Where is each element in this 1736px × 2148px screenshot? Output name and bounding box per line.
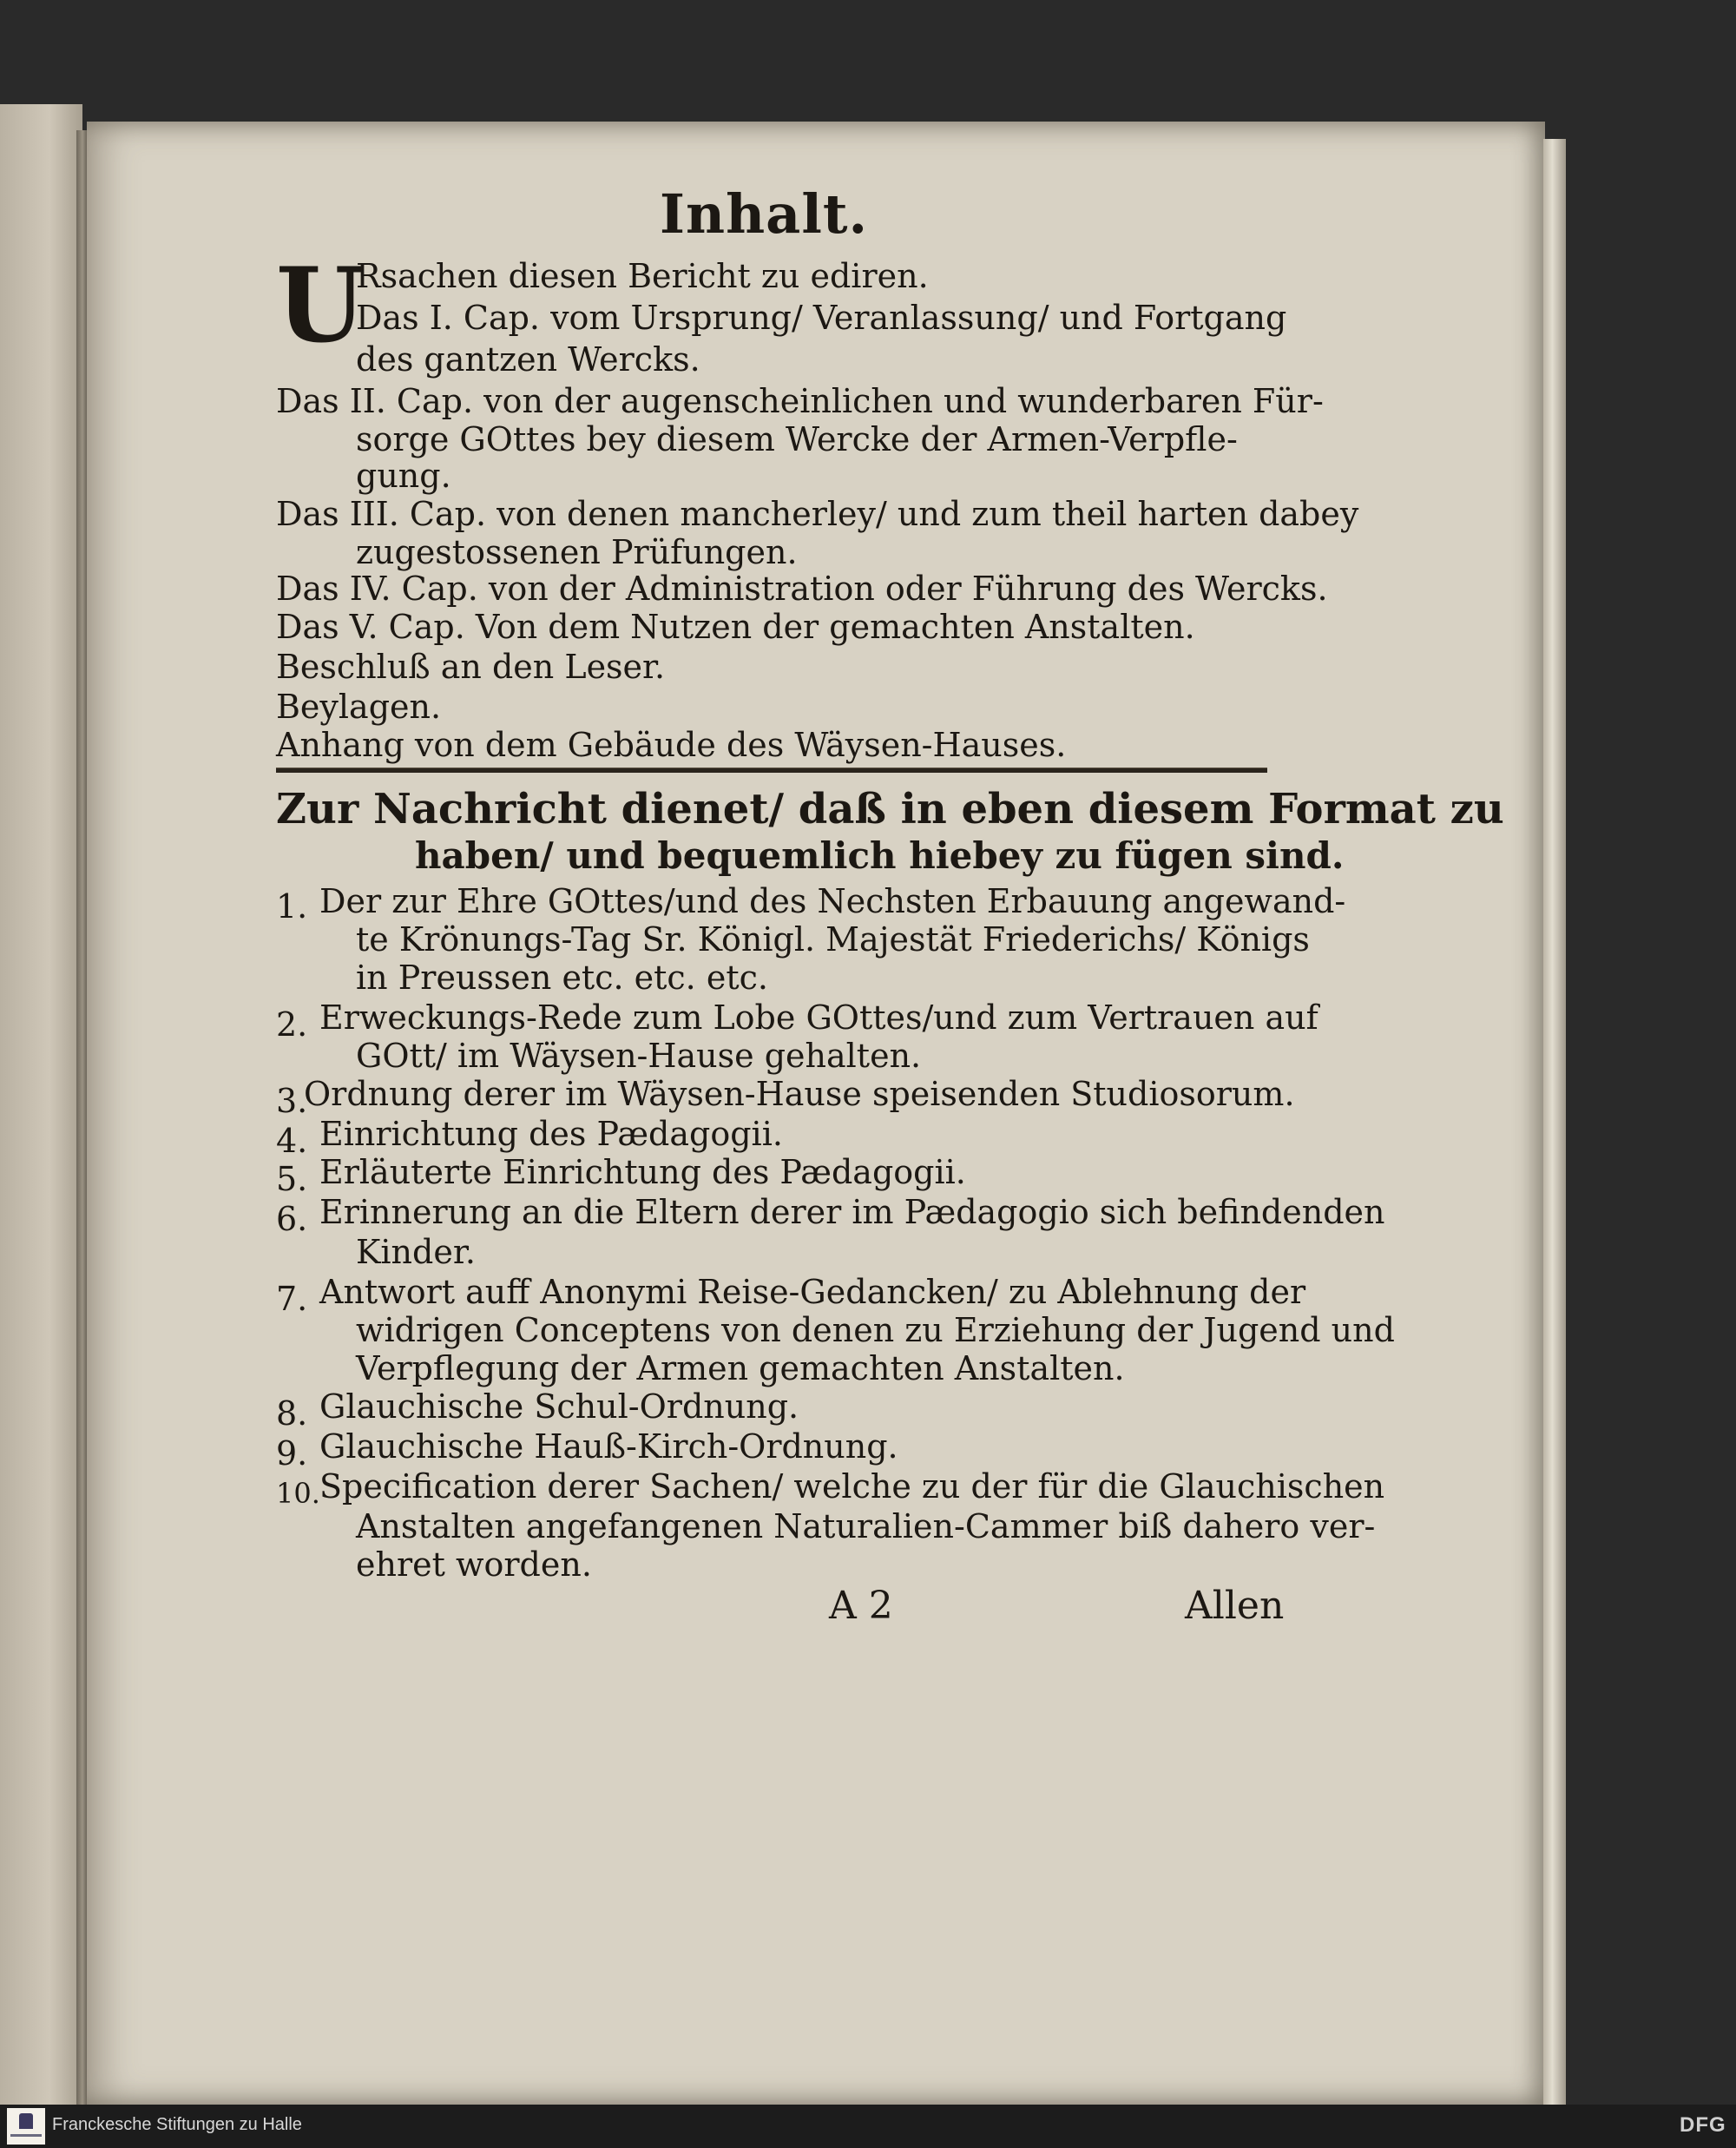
item-line: Der zur Ehre GOttes/und des Nechsten Erbauung angewand- bbox=[319, 882, 1346, 920]
contents-line: Das V. Cap. Von dem Nutzen der gemachten Anstalten. bbox=[276, 608, 1195, 646]
page-edge bbox=[1543, 139, 1566, 2105]
item-line: Antwort auff Anonymi Reise-Gedancken/ zu Ablehnung der bbox=[319, 1273, 1306, 1311]
drop-initial: U bbox=[276, 245, 365, 366]
contents-line: zugestossenen Prüfungen. bbox=[356, 533, 798, 571]
item-number: 9. bbox=[276, 1434, 308, 1473]
contents-line: Beylagen. bbox=[276, 688, 442, 726]
contents-line: Das I. Cap. vom Ursprung/ Veranlassung/ und Fortgang bbox=[356, 299, 1287, 337]
logo-caption-line bbox=[10, 2134, 42, 2137]
item-line: ehret worden. bbox=[356, 1545, 592, 1584]
item-line: Glauchische Hauß-Kirch-Ordnung. bbox=[319, 1427, 898, 1466]
notice-heading: haben/ und bequemlich hiebey zu fügen sind. bbox=[415, 834, 1345, 877]
divider-rule bbox=[276, 768, 1267, 773]
item-number: 5. bbox=[276, 1160, 308, 1198]
contents-line: Das IV. Cap. von der Administration oder Führung des Wercks. bbox=[276, 570, 1328, 608]
item-line: Kinder. bbox=[356, 1233, 476, 1271]
notice-heading: Zur Nachricht dienet/ daß in eben diesem Format zu bbox=[276, 785, 1504, 834]
institution-name: Franckesche Stiftungen zu Halle bbox=[52, 2115, 302, 2134]
item-line: Erläuterte Einrichtung des Pædagogii. bbox=[319, 1153, 966, 1191]
item-line: in Preussen etc. etc. etc. bbox=[356, 959, 768, 997]
page-title: Inhalt. bbox=[660, 182, 869, 246]
item-line: Anstalten angefangenen Naturalien-Cammer biß dahero ver- bbox=[356, 1507, 1376, 1545]
building-icon bbox=[19, 2113, 33, 2129]
institution-logo-icon bbox=[7, 2108, 45, 2145]
item-line: Einrichtung des Pædagogii. bbox=[319, 1115, 783, 1153]
item-line: Specification derer Sachen/ welche zu der für die Glauchischen bbox=[319, 1467, 1385, 1506]
dfg-logo: DFG bbox=[1680, 2113, 1726, 2137]
item-line: Glauchische Schul-Ordnung. bbox=[319, 1387, 799, 1426]
viewer-footer-bar bbox=[0, 2105, 1736, 2148]
item-number: 6. bbox=[276, 1200, 308, 1238]
item-number: 3. bbox=[276, 1082, 308, 1120]
item-line: Erweckungs-Rede zum Lobe GOttes/und zum Vertrauen auf bbox=[319, 998, 1318, 1037]
item-number: 4. bbox=[276, 1122, 308, 1160]
contents-line: Das II. Cap. von der augenscheinlichen und wunderbaren Für- bbox=[276, 382, 1324, 420]
contents-line: des gantzen Wercks. bbox=[356, 340, 700, 379]
left-page-edge bbox=[0, 104, 82, 2105]
contents-line: Das III. Cap. von denen mancherley/ und zum theil harten dabey bbox=[276, 495, 1359, 533]
item-number: 7. bbox=[276, 1280, 308, 1318]
signature-mark: A 2 bbox=[829, 1584, 893, 1628]
item-line: GOtt/ im Wäysen-Hause gehalten. bbox=[356, 1037, 922, 1075]
item-line: Erinnerung an die Eltern derer im Pædagogio sich befindenden bbox=[319, 1193, 1385, 1231]
catchword: Allen bbox=[1185, 1584, 1285, 1628]
item-number: 8. bbox=[276, 1394, 308, 1433]
item-line: te Krönungs-Tag Sr. Königl. Majestät Friederichs/ Königs bbox=[356, 920, 1310, 959]
item-number: 2. bbox=[276, 1005, 308, 1044]
item-number: 10. bbox=[276, 1477, 320, 1510]
contents-line: Anhang von dem Gebäude des Wäysen-Hauses. bbox=[276, 726, 1067, 764]
item-line: Verpflegung der Armen gemachten Anstalten. bbox=[356, 1349, 1125, 1387]
contents-line: Rsachen diesen Bericht zu ediren. bbox=[356, 257, 929, 295]
item-line: widrigen Conceptens von denen zu Erziehung der Jugend und bbox=[356, 1311, 1395, 1349]
contents-line: sorge GOttes bey diesem Wercke der Armen-Verpfle- bbox=[356, 420, 1238, 458]
contents-line: Beschluß an den Leser. bbox=[276, 648, 666, 686]
item-line: Ordnung derer im Wäysen-Hause speisenden Studiosorum. bbox=[304, 1075, 1295, 1113]
item-number: 1. bbox=[276, 887, 308, 926]
contents-line: gung. bbox=[356, 457, 451, 495]
